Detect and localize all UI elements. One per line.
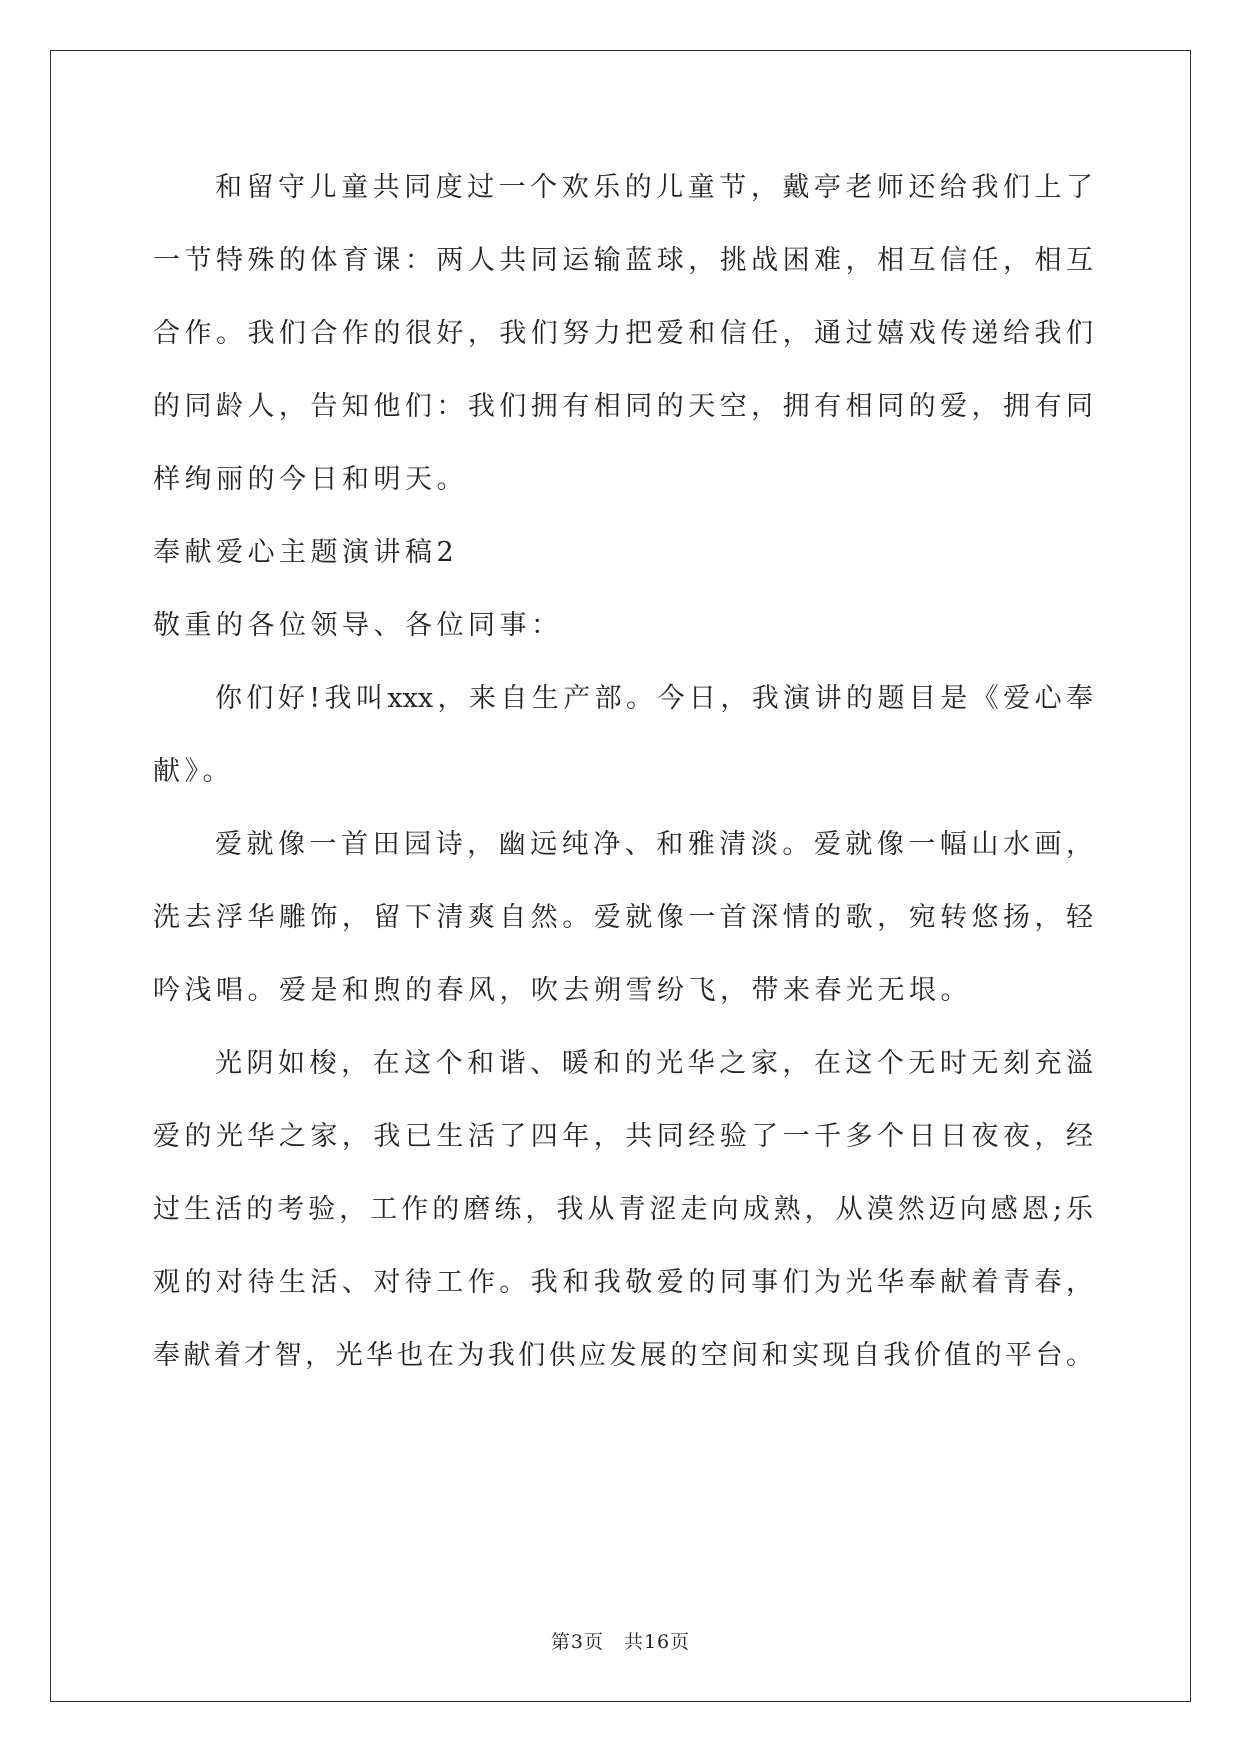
paragraph-line: 洗去浮华雕饰，留下清爽自然。爱就像一首深情的歌，宛转悠扬，轻 xyxy=(153,902,1093,933)
paragraph-line: 样绚丽的今日和明天。 xyxy=(153,464,468,495)
paragraph-line: 合作。我们合作的很好，我们努力把爱和信任，通过嬉戏传递给我们 xyxy=(153,318,1093,349)
paragraph-line: 爱的光华之家，我已生活了四年，共同经验了一千多个日日夜夜，经 xyxy=(153,1121,1093,1152)
paragraph-line: 爱就像一首田园诗，幽远纯净、和雅清淡。爱就像一幅山水画， xyxy=(215,829,1093,860)
paragraph-line: 一节特殊的体育课：两人共同运输蓝球，挑战困难，相互信任，相互 xyxy=(153,245,1093,276)
paragraph-line: 过生活的考验，工作的磨练，我从青涩走向成熟，从漠然迈向感恩;乐 xyxy=(153,1194,1093,1225)
paragraph-line: 吟浅唱。爱是和煦的春风，吹去朔雪纷飞，带来春光无垠。 xyxy=(153,975,972,1006)
paragraph-line: 献》。 xyxy=(153,756,234,787)
page-number-footer: 第3页 共16页 xyxy=(550,1631,691,1653)
salutation: 敬重的各位领导、各位同事： xyxy=(153,610,563,641)
section-heading: 奉献爱心主题演讲稿2 xyxy=(153,537,459,568)
paragraph-line: 的同龄人，告知他们：我们拥有相同的天空，拥有相同的爱，拥有同 xyxy=(153,391,1093,422)
paragraph-line: 奉献着才智，光华也在为我们供应发展的空间和实现自我价值的平台。 xyxy=(153,1340,1093,1371)
paragraph-line: 你们好!我叫xxx，来自生产部。今日，我演讲的题目是《爱心奉 xyxy=(215,683,1093,714)
page-border xyxy=(50,50,1191,1702)
paragraph-line: 和留守儿童共同度过一个欢乐的儿童节，戴亭老师还给我们上了 xyxy=(215,172,1093,203)
paragraph-line: 光阴如梭，在这个和谐、暖和的光华之家，在这个无时无刻充溢 xyxy=(215,1048,1093,1079)
paragraph-line: 观的对待生活、对待工作。我和我敬爱的同事们为光华奉献着青春， xyxy=(153,1267,1093,1298)
